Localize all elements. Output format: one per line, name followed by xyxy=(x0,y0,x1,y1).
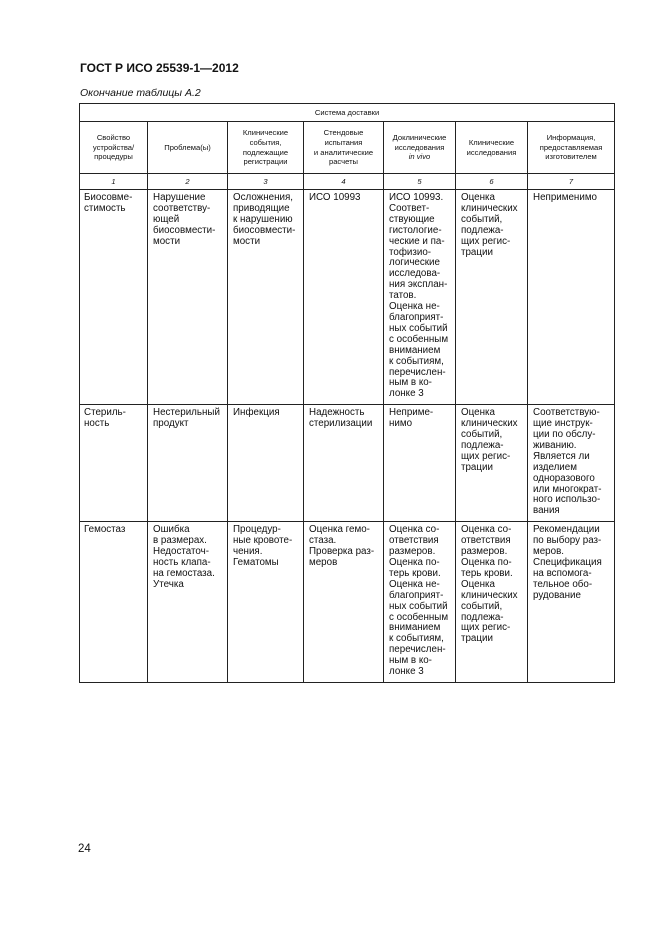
table-cell: Неприме- нимо xyxy=(384,405,456,522)
table-cell: Оценка гемо- стаза. Проверка раз- меров xyxy=(304,522,384,683)
page-number: 24 xyxy=(78,843,91,855)
column-header: Информация, предоставляемая изготовителем xyxy=(528,122,615,174)
column-number: 3 xyxy=(228,174,304,190)
table-cell: Оценка со- ответствия размеров. Оценка по- терь крови. Оценка клинических событий, подлежа- щих регис- трации xyxy=(456,522,528,683)
table-cell: Гемостаз xyxy=(80,522,148,683)
column-header: Клинические события, подлежащие регистрации xyxy=(228,122,304,174)
column-header: Стендовые испытания и аналитические расчеты xyxy=(304,122,384,174)
column-number: 4 xyxy=(304,174,384,190)
column-number: 7 xyxy=(528,174,615,190)
table-row xyxy=(80,405,615,522)
group-header: Система доставки xyxy=(80,104,615,122)
table-cell: ИСО 10993. Соответ- ствующие гистологие- ческие и па- тофизио- логические исследова- ния эксплан- татов. Оценка не- благоприят- ных событий с особенным вниманием к событиям, перечислен- ным в ко- лонке 3 xyxy=(384,190,456,405)
table-cell: Инфекция xyxy=(228,405,304,522)
table-cell: Стериль- ность xyxy=(80,405,148,522)
table-cell: Неприменимо xyxy=(528,190,615,405)
column-header-text: Доклинические исследования in vivo xyxy=(392,132,447,162)
table-cell: Соответствую- щие инструк- ции по обслу- живанию. Является ли изделием одноразового или многократ- ного использо- вания xyxy=(528,405,615,522)
table-cell: Оценка клинических событий, подлежа- щих регис- трации xyxy=(456,190,528,405)
table-row xyxy=(80,190,615,405)
table-cell: Нестерильный продукт xyxy=(148,405,228,522)
table-row xyxy=(80,522,615,683)
document-title: ГОСТ Р ИСО 25539-1—2012 xyxy=(80,61,239,75)
table-cell: Рекомендации по выбору раз- меров. Спецификация на вспомога- тельное обо- рудование xyxy=(528,522,615,683)
column-header: Проблема(ы) xyxy=(148,122,228,174)
table-cell: Оценка клинических событий, подлежа- щих регис- трации xyxy=(456,405,528,522)
table-cell: Надежность стерилизации xyxy=(304,405,384,522)
column-header: Свойство устройства/ процедуры xyxy=(80,122,148,174)
column-number: 1 xyxy=(80,174,148,190)
column-number: 6 xyxy=(456,174,528,190)
table-caption: Окончание таблицы А.2 xyxy=(80,87,201,99)
table-cell: Биосовме- стимость xyxy=(80,190,148,405)
table-cell: Нарушение соответству- ющей биосовмести- мости xyxy=(148,190,228,405)
table-cell: Оценка со- ответствия размеров. Оценка по- терь крови. Оценка не- благоприят- ных событий с особенным вниманием к событиям, перечислен- ным в ко- лонке 3 xyxy=(384,522,456,683)
delivery-system-table xyxy=(79,103,615,683)
table-cell: Осложнения, приводящие к нарушению биосовмести- мости xyxy=(228,190,304,405)
table-cell: Процедур- ные кровоте- чения. Гематомы xyxy=(228,522,304,683)
table-cell: ИСО 10993 xyxy=(304,190,384,405)
column-header-in-vivo xyxy=(384,122,456,174)
column-header: Клинические исследования xyxy=(456,122,528,174)
column-number: 2 xyxy=(148,174,228,190)
table-cell: Ошибка в размерах. Недостаточ- ность клапа- на гемостаза. Утечка xyxy=(148,522,228,683)
column-number: 5 xyxy=(384,174,456,190)
